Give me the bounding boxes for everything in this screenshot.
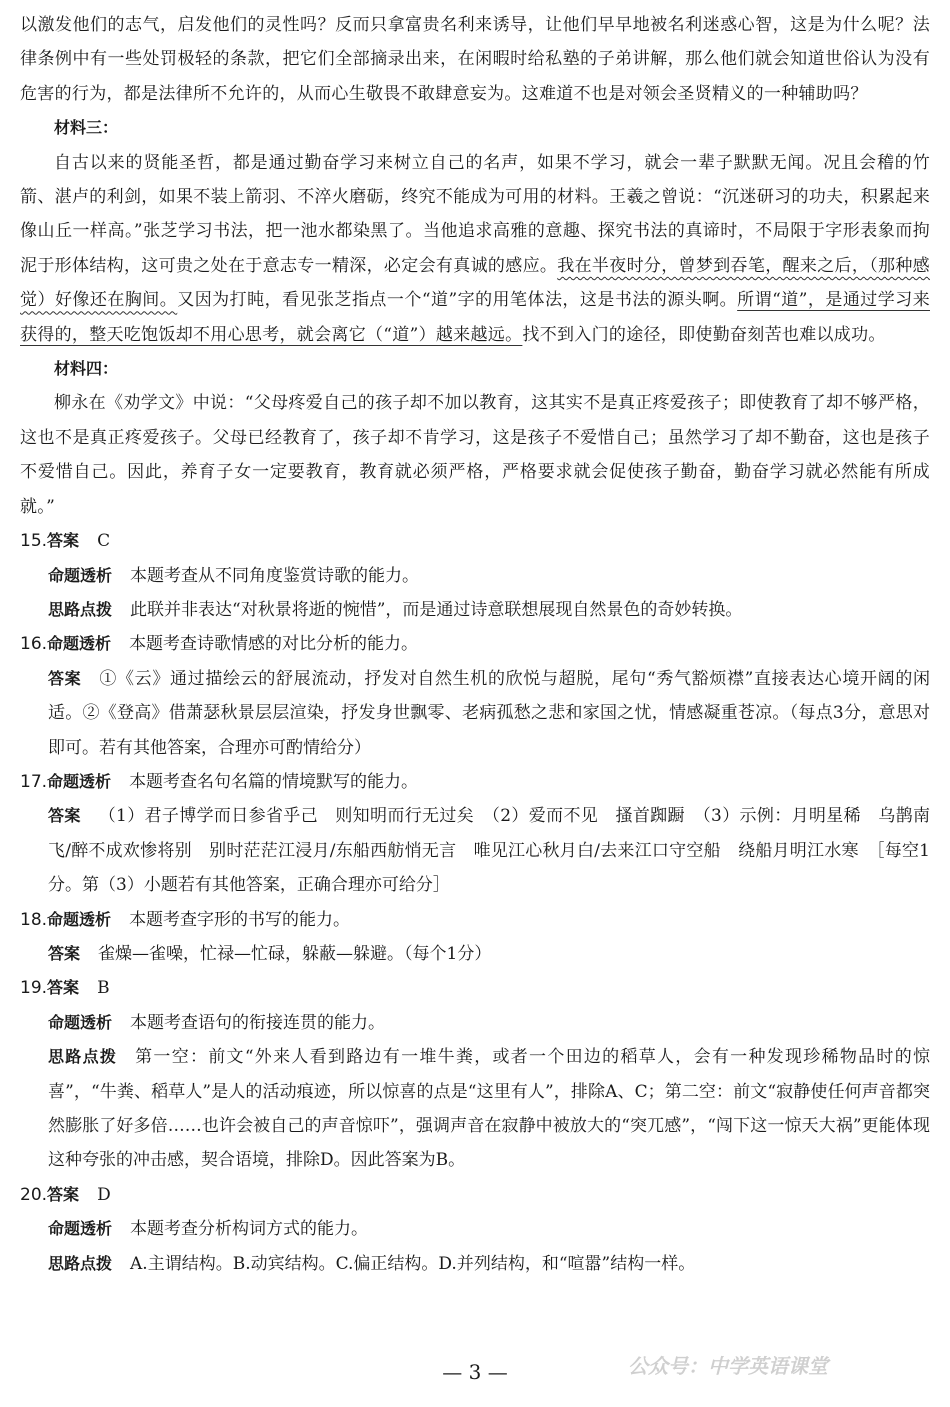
answer-label: 答案 bbox=[48, 943, 81, 963]
q20-idea-row bbox=[20, 1247, 930, 1281]
idea-label: 思路点拨 bbox=[48, 1253, 113, 1273]
answer-label: 答案 bbox=[48, 806, 81, 826]
page-number: — 3 — bbox=[442, 1360, 508, 1384]
q15-idea: 此联并非表达“对秋景将逝的惋惜”，而是通过诗意联想展现自然景色的奇妙转换。 bbox=[130, 599, 743, 620]
analysis-label: 命题透析 bbox=[47, 634, 112, 654]
answer-label: 答案 bbox=[48, 668, 82, 688]
q17-analysis: 本题考查名句名篇的情境默写的能力。 bbox=[129, 771, 419, 792]
material-3-wavy-underlined: 我在半夜时分，曾梦到吞笔，醒来之后，（那种感觉）好像还在胸间。 bbox=[20, 255, 930, 311]
q16-number: 16. bbox=[20, 634, 48, 655]
q15-answer: C bbox=[97, 531, 111, 552]
material-3-part1: 自古以来的贤能圣哲，都是通过勤奋学习来树立自己的名声，如果不学习，就会一辈子默默无闻。况且会稽的竹箭、湛卢的利剑，如果不装上箭羽、不淬火磨砺，终究不能成为可用的材料。王羲之曾说：“沉迷研习的功夫，积累起来像山丘一样高。”张芝学习书法，把一池水都染黑了。当他追求高雅的意趣、探究书法的真谛时，不局限于字形表象而拘泥于形体结构，这可贵之处在于意志专一精深，必定会有真诚的感应。 bbox=[20, 152, 930, 276]
q15-number: 15. bbox=[20, 531, 48, 552]
answer-label: 答案 bbox=[47, 1184, 80, 1204]
analysis-label: 命题透析 bbox=[48, 1219, 113, 1239]
analysis-label: 命题透析 bbox=[48, 1012, 113, 1032]
q20-idea: A.主谓结构。B.动宾结构。C.偏正结构。D.并列结构，和“喧嚣”结构一样。 bbox=[130, 1253, 696, 1274]
idea-label: 思路点拨 bbox=[48, 599, 113, 619]
q16-answer: ①《云》通过描绘云的舒展流动，抒发对自然生机的欣悦与超脱，尾句“秀气豁烦襟”直接表达心境开阔的闲适。②《登高》借萧瑟秋景层层渲染，抒发身世飘零、老病孤愁之悲和家国之忧，情感凝重苍凉。（每点3分，意思对即可。若有其他答案，合理亦可酌情给分） bbox=[48, 668, 930, 758]
q17-answer-row bbox=[20, 799, 930, 902]
material-3-underlined: 所谓“道”，是通过学习来获得的，整天吃饱饭却不用心思考，就会离它（“道”）越来越远。 bbox=[20, 290, 930, 345]
answer-label: 答案 bbox=[47, 978, 80, 998]
material-4-text: 柳永在《劝学文》中说：“父母疼爱自己的孩子却不加以教育，这其实不是真正疼爱孩子；即使教育了却不够严格，这也不是真正疼爱孩子。父母已经教育了，孩子却不肯学习，这是孩子不爱惜自己；虽然学习了却不勤奋，这也是孩子不爱惜自己。因此，养育子女一定要教育，教育就必须严格，严格要求就会促使孩子勤奋，勤奋学习就必然能有所成就。” bbox=[20, 393, 930, 517]
idea-label: 思路点拨 bbox=[48, 1047, 118, 1067]
q18-answer: 雀燥—雀噪，忙禄—忙碌，躲蔽—躲避。（每个1分） bbox=[98, 943, 492, 964]
material-2-tail: 以激发他们的志气，启发他们的灵性吗？反而只拿富贵名利来诱导，让他们早早地被名利迷惑心智，这是为什么呢？法律条例中有一些处罚极轻的条款，把它们全部摘录出来，在闲暇时给私塾的子弟讲解，那么他们就会知道世俗认为没有危害的行为，都是法律所不允许的，从而心生敬畏不敢肆意妄为。这难道不也是对领会圣贤精义的一种辅助吗？ bbox=[20, 15, 930, 104]
q20-number: 20. bbox=[20, 1184, 48, 1205]
watermark: 公众号：中学英语课堂 bbox=[628, 1354, 828, 1378]
material-3-part3: 找不到入门的途径，即使勤奋刻苦也难以成功。 bbox=[522, 324, 886, 345]
answer-label: 答案 bbox=[47, 531, 80, 551]
material-3-title: 材料三： bbox=[54, 118, 119, 138]
q15-analysis: 本题考查从不同角度鉴赏诗歌的能力。 bbox=[130, 565, 420, 586]
q18-analysis-row bbox=[20, 903, 930, 937]
q19-answer: B bbox=[97, 978, 110, 999]
q15-answer-row bbox=[20, 524, 930, 558]
q19-analysis-row bbox=[20, 1006, 930, 1040]
q17-analysis-row bbox=[20, 765, 930, 799]
q16-analysis-row bbox=[20, 627, 930, 661]
q15-idea-row bbox=[20, 593, 930, 627]
q15-analysis-row bbox=[20, 559, 930, 593]
q16-answer-row bbox=[20, 662, 930, 765]
q16-analysis: 本题考查诗歌情感的对比分析的能力。 bbox=[129, 634, 419, 655]
material-3-part2: 又因为打盹，看见张芝指点一个“道”字的用笔体法，这是书法的源头啊。 bbox=[177, 290, 738, 311]
analysis-label: 命题透析 bbox=[48, 565, 113, 585]
q17-answer: （1）君子博学而日参省乎己 则知明而行无过矣 （2）爱而不见 搔首踟蹰 （3）示例：月明星稀 乌鹊南飞/醉不成欢惨将别 别时茫茫江浸月/东船西舫悄无言 唯见江心秋月白/去来江口守空船 绕船月明江水寒 ［每空1分。第（3）小题若有其他答案，正确合理亦可给分］ bbox=[48, 806, 930, 896]
q19-answer-row bbox=[20, 971, 930, 1005]
q20-analysis: 本题考查分析构词方式的能力。 bbox=[130, 1219, 369, 1240]
q20-answer-row bbox=[20, 1178, 930, 1212]
q20-analysis-row bbox=[20, 1212, 930, 1246]
q19-number: 19. bbox=[20, 978, 48, 999]
analysis-label: 命题透析 bbox=[47, 909, 112, 929]
q19-idea: 第一空：前文“外来人看到路边有一堆牛粪，或者一个田边的稻草人，会有一种发现珍稀物品时的惊喜”，“牛粪、稻草人”是人的活动痕迹，所以惊喜的点是“这里有人”，排除A、C；第二空：前文“寂静使任何声音都突然膨胀了好多倍……也许会被自己的声音惊吓”，强调声音在寂静中被放大的“突兀感”，“闯下这一惊天大祸”更能体现这种夸张的冲击感，契合语境，排除D。因此答案为B。 bbox=[48, 1047, 930, 1171]
q18-number: 18. bbox=[20, 909, 48, 930]
material-4-title: 材料四： bbox=[54, 359, 119, 379]
q20-answer: D bbox=[97, 1184, 111, 1205]
q18-answer-row bbox=[20, 937, 930, 971]
q18-analysis: 本题考查字形的书写的能力。 bbox=[129, 909, 351, 930]
material-3-text bbox=[20, 146, 930, 352]
q19-idea-row bbox=[20, 1040, 930, 1178]
document-page bbox=[20, 8, 930, 1281]
analysis-label: 命题透析 bbox=[47, 771, 112, 791]
q17-number: 17. bbox=[20, 771, 48, 792]
q19-analysis: 本题考查语句的衔接连贯的能力。 bbox=[130, 1012, 386, 1033]
